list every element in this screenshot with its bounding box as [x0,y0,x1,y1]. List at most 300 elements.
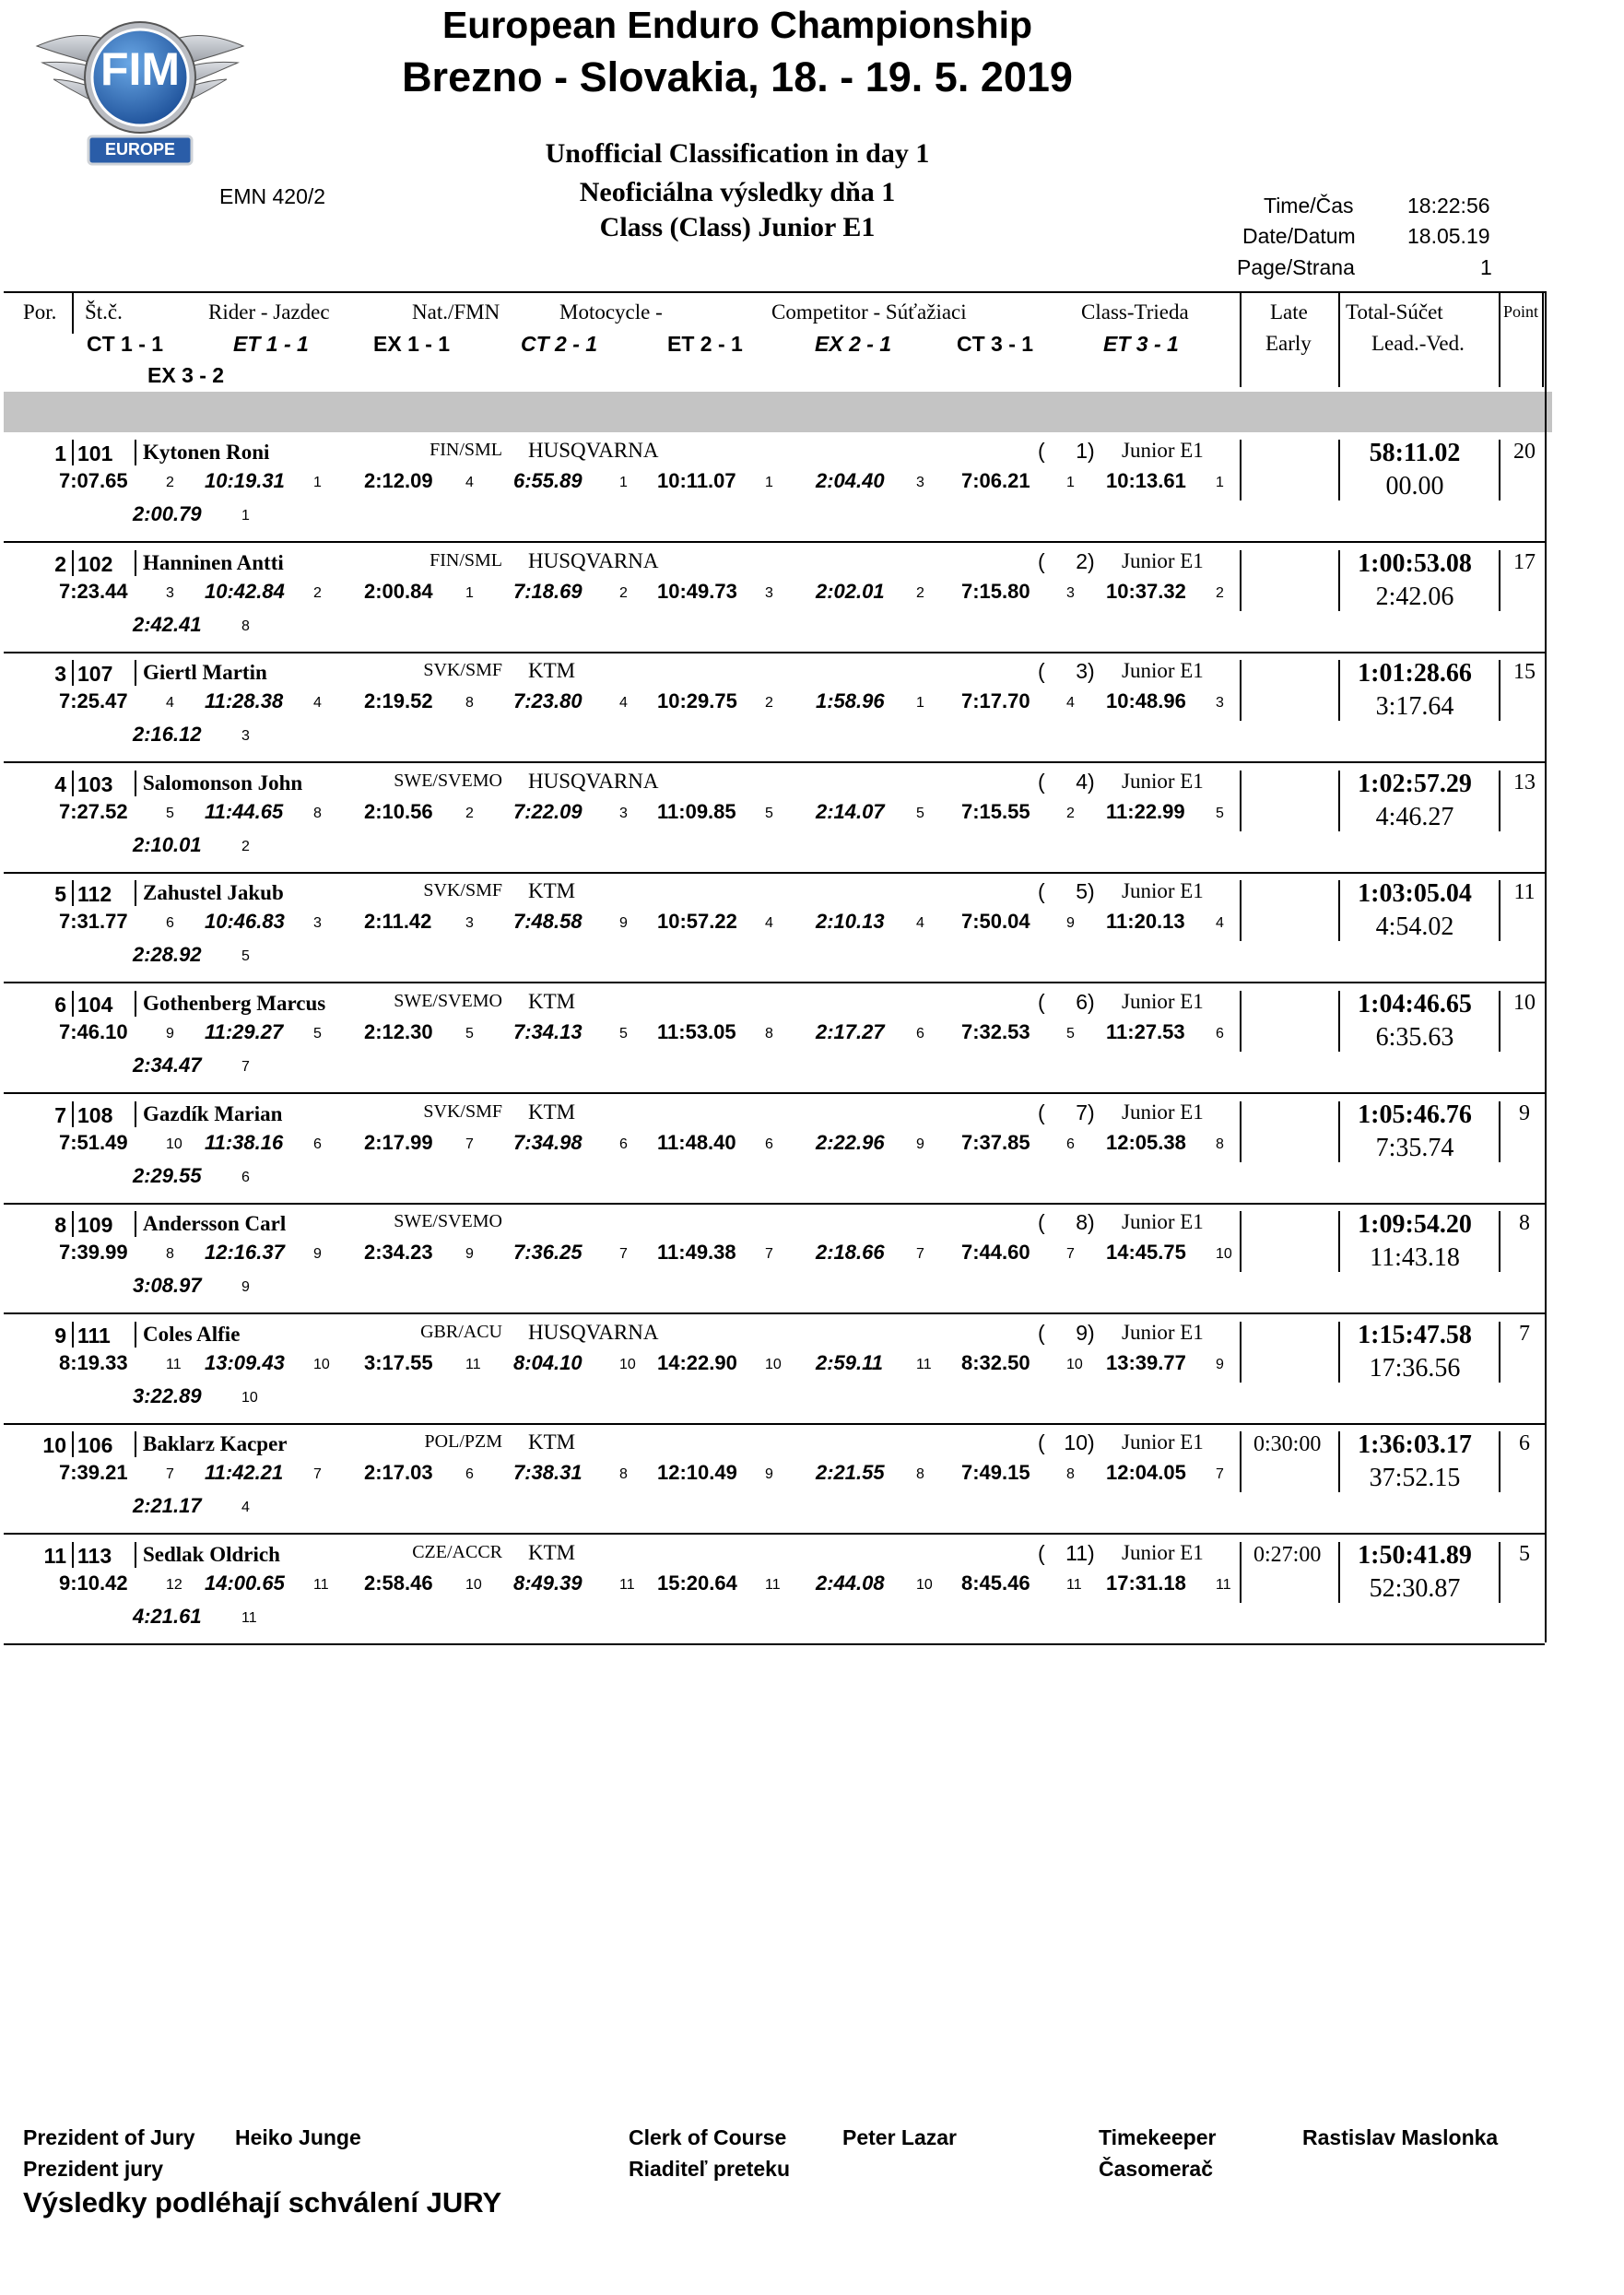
timekeeper-label: Timekeeper [1099,2125,1217,2149]
competitor-position-close: ) [1088,439,1095,463]
test-time: 2:17.03 [364,1461,433,1485]
test-time: 2:34.23 [364,1241,433,1265]
test-time: 7:15.55 [961,799,1030,823]
header-divider [1542,293,1544,387]
col-lead: Lead.-Ved. [1371,332,1465,355]
col-test-ct3: CT 3 - 1 [957,332,1034,356]
row-divider [1499,991,1500,1052]
test-time: 2:22.96 [816,1130,885,1154]
test-time: 10:46.83 [205,910,285,934]
row-divider [1499,1431,1500,1492]
col-early: Early [1265,332,1312,355]
rider-motocycle: KTM [528,1430,576,1454]
test-time: 2:29.55 [133,1163,202,1187]
test-rank: 4 [313,695,322,712]
rider-class: Junior E1 [1122,1430,1204,1454]
rider-start-number: 101 [77,441,113,465]
rider-start-number: 104 [77,993,113,1017]
test-rank: 9 [1216,1356,1224,1372]
rider-motocycle: KTM [528,659,576,683]
test-time: 11:28.38 [205,689,284,713]
test-rank: 3 [619,805,628,821]
competitor-position-close: ) [1088,659,1095,684]
test-time: 8:19.33 [59,1350,128,1374]
test-time: 7:51.49 [59,1130,128,1154]
test-time: 13:39.77 [1106,1350,1186,1374]
test-rank: 3 [241,728,250,745]
test-rank: 10 [1066,1356,1083,1372]
test-rank: 7 [765,1246,773,1263]
rider-motocycle: HUSQVARNA [528,548,659,572]
rider-name: Sedlak Oldrich [143,1543,280,1566]
competitor-position-open: ( [1038,1541,1045,1565]
test-rank: 6 [1066,1136,1075,1152]
test-rank: 1 [313,475,322,490]
page-label: Page/Strana [1237,255,1355,279]
rider-start-number: 106 [77,1433,113,1458]
championship-points: 9 [1519,1100,1530,1125]
rider-nationality: SVK/SMF [423,880,502,901]
test-rank: 7 [619,1246,628,1263]
lead-gap: 17:36.56 [1369,1353,1461,1383]
col-late: Late [1270,300,1308,324]
total-time: 1:36:03.17 [1358,1430,1472,1460]
rider-class: Junior E1 [1122,1100,1204,1124]
rider-nationality: SWE/SVEMO [394,1211,502,1232]
test-rank: 11 [1066,1577,1082,1593]
test-time: 10:19.31 [205,469,285,492]
total-time: 58:11.02 [1369,439,1461,467]
row-divider [1240,1211,1242,1272]
rider-nationality: SVK/SMF [423,1100,502,1122]
col-class: Class-Trieda [1081,300,1189,324]
competitor-position-open: ( [1038,879,1045,904]
col-start-number: Št.č. [85,300,123,324]
test-time: 7:39.99 [59,1241,128,1265]
rider-class: Junior E1 [1122,659,1204,683]
col-por: Por. [23,300,57,324]
rider-name: Gazdík Marian [143,1101,283,1125]
test-time: 2:28.92 [133,943,202,967]
test-time: 7:48.58 [513,910,583,934]
test-time: 7:34.98 [513,1130,583,1154]
row-divider [1338,1322,1340,1383]
row-divider [1499,550,1500,611]
rider-motocycle: HUSQVARNA [528,439,659,462]
rider-class: Junior E1 [1122,1541,1204,1564]
test-rank: 11 [465,1356,481,1372]
competitor-position: 11 [1065,1541,1088,1565]
header-divider [72,293,74,334]
rider-name: Baklarz Kacper [143,1432,288,1456]
rider-class: Junior E1 [1122,1210,1204,1234]
rider-position: 3 [54,662,66,687]
test-time: 7:36.25 [513,1241,583,1265]
test-time: 11:48.40 [657,1130,736,1154]
test-time: 2:12.30 [364,1020,433,1043]
test-time: 2:17.99 [364,1130,433,1154]
championship-points: 8 [1519,1211,1530,1236]
total-time: 1:02:57.29 [1358,769,1472,798]
test-time: 10:42.84 [205,579,285,603]
test-rank: 2 [1216,584,1224,601]
test-rank: 5 [241,948,250,965]
rider-motocycle: HUSQVARNA [528,769,659,793]
test-time: 8:45.46 [961,1571,1030,1595]
date-label: Date/Datum [1242,224,1356,248]
test-time: 14:00.65 [205,1571,285,1595]
rider-nationality: SVK/SMF [423,660,502,681]
row-divider [1240,1101,1242,1162]
time-label: Time/Čas [1264,194,1354,218]
championship-points: 13 [1513,770,1536,794]
test-time: 12:16.37 [205,1241,285,1265]
test-rank: 12 [166,1577,182,1593]
rider-start-number: 109 [77,1213,113,1238]
test-time: 2:17.27 [816,1020,885,1043]
test-time: 7:46.10 [59,1020,128,1043]
test-rank: 6 [166,915,174,932]
col-test-ex2: EX 2 - 1 [815,332,892,356]
test-time: 7:18.69 [513,579,583,603]
test-rank: 5 [465,1026,474,1042]
row-bottom-rule [4,541,1545,543]
rider-name: Kytonen Roni [143,441,270,464]
rider-name: Gothenberg Marcus [143,992,326,1015]
test-rank: 8 [313,805,322,821]
header-divider [1240,293,1242,387]
test-rank: 2 [619,584,628,601]
row-divider [1338,991,1340,1052]
test-time: 2:59.11 [816,1350,883,1374]
late-penalty: 0:30:00 [1253,1432,1322,1457]
championship-points: 5 [1519,1542,1530,1566]
test-time: 7:32.53 [961,1020,1030,1043]
test-time: 2:10.13 [816,910,885,934]
clerk-name: Peter Lazar [842,2125,958,2149]
row-divider [1338,440,1340,500]
competitor-position-open: ( [1038,1100,1045,1124]
test-rank: 9 [241,1279,250,1296]
test-time: 7:37.85 [961,1130,1030,1154]
test-time: 2:16.12 [133,723,202,747]
rider-start-number: 103 [77,771,113,796]
col-competitor: Competitor - Súťažiaci [771,300,967,324]
test-rank: 10 [765,1356,782,1372]
test-rank: 3 [765,584,773,601]
row-divider [1338,1542,1340,1603]
test-rank: 5 [916,805,924,821]
test-time: 2:10.56 [364,799,433,823]
test-rank: 10 [916,1577,933,1593]
test-rank: 4 [166,695,174,712]
test-time: 7:50.04 [961,910,1030,934]
competitor-position-open: ( [1038,548,1045,573]
test-time: 2:04.40 [816,469,885,492]
lead-gap: 7:35.74 [1375,1133,1454,1162]
test-rank: 6 [465,1466,474,1483]
test-time: 14:22.90 [657,1350,737,1374]
row-bottom-rule [4,982,1545,983]
rider-start-number: 113 [77,1544,112,1568]
test-rank: 1 [765,475,773,490]
total-time: 1:09:54.20 [1358,1210,1472,1240]
test-rank: 6 [619,1136,628,1152]
test-rank: 1 [1216,475,1224,490]
total-time: 1:50:41.89 [1358,1541,1472,1570]
test-time: 7:39.21 [59,1461,128,1485]
test-rank: 4 [1066,695,1075,712]
row-bottom-rule [4,652,1545,653]
col-motocycle: Motocycle - [559,300,663,324]
test-rank: 11 [241,1610,257,1626]
rider-nationality: SWE/SVEMO [394,991,502,1011]
row-divider [1240,1542,1242,1603]
test-rank: 1 [1066,475,1075,490]
rider-class: Junior E1 [1122,548,1204,572]
row-bottom-rule [4,1092,1545,1094]
test-time: 11:49.38 [657,1241,736,1265]
row-bottom-rule [4,1312,1545,1314]
test-rank: 10 [465,1577,482,1593]
test-rank: 3 [1216,695,1224,712]
rider-name: Andersson Carl [143,1212,287,1236]
lead-gap: 00.00 [1385,472,1444,500]
col-test-ex3: EX 3 - 2 [147,363,225,387]
test-rank: 9 [465,1246,474,1263]
time-value: 18:22:56 [1407,194,1490,218]
test-time: 7:34.13 [513,1020,583,1043]
test-time: 2:42.41 [133,612,202,636]
row-divider [1338,771,1340,831]
test-rank: 3 [465,915,474,932]
rider-class: Junior E1 [1122,990,1204,1013]
row-bottom-rule [4,1643,1545,1645]
test-rank: 4 [241,1500,250,1516]
test-rank: 8 [765,1026,773,1042]
competitor-position-open: ( [1038,1430,1045,1455]
test-rank: 3 [916,475,924,490]
lead-gap: 3:17.64 [1375,692,1454,722]
test-rank: 8 [166,1246,174,1263]
test-time: 7:22.09 [513,799,583,823]
col-point: Point [1503,302,1539,321]
competitor-position-open: ( [1038,1320,1045,1345]
total-time: 1:01:28.66 [1358,659,1472,688]
row-divider [1338,1431,1340,1492]
rider-position: 8 [54,1213,66,1238]
test-rank: 3 [166,584,174,601]
row-divider [1499,1322,1500,1383]
row-divider [1240,771,1242,831]
jury-name: Heiko Junge [235,2125,361,2149]
competitor-position-close: ) [1088,769,1095,794]
row-bottom-rule [4,872,1545,874]
competitor-position: 7 [1076,1100,1088,1124]
test-time: 15:20.64 [657,1571,737,1595]
test-time: 2:58.46 [364,1571,433,1595]
header-divider [1338,293,1340,387]
test-rank: 10 [1216,1246,1232,1263]
test-rank: 11 [313,1577,329,1593]
row-divider [1499,1211,1500,1272]
late-penalty: 0:27:00 [1253,1543,1322,1567]
test-rank: 7 [166,1466,174,1483]
test-time: 2:02.01 [816,579,885,603]
competitor-position: 2 [1076,548,1088,573]
test-time: 3:22.89 [133,1383,202,1407]
competitor-position-open: ( [1038,769,1045,794]
test-rank: 8 [916,1466,924,1483]
col-nat: Nat./FMN [412,300,500,324]
test-time: 12:10.49 [657,1461,737,1485]
rider-nationality: FIN/SML [430,440,502,460]
row-divider [1338,1211,1340,1272]
test-time: 11:38.16 [205,1130,284,1154]
rider-name: Coles Alfie [143,1322,241,1346]
rider-class: Junior E1 [1122,439,1204,462]
lead-gap: 2:42.06 [1375,582,1454,611]
test-time: 2:14.07 [816,799,885,823]
championship-points: 17 [1513,549,1536,574]
row-divider [1499,1542,1500,1603]
test-time: 10:48.96 [1106,689,1186,713]
rider-motocycle: KTM [528,990,576,1013]
jury-label-sk: Prezident jury [23,2157,164,2181]
rider-class: Junior E1 [1122,1320,1204,1344]
test-time: 7:15.80 [961,579,1030,603]
test-time: 11:27.53 [1106,1020,1185,1043]
row-divider [1499,660,1500,721]
competitor-position: 9 [1076,1320,1088,1345]
championship-points: 11 [1513,880,1536,905]
competitor-position-close: ) [1088,879,1095,904]
competitor-position-open: ( [1038,990,1045,1014]
test-rank: 10 [619,1356,636,1372]
row-divider [1499,440,1500,500]
test-time: 7:38.31 [513,1461,583,1485]
competitor-position-close: ) [1088,990,1095,1014]
test-time: 3:08.97 [133,1274,202,1298]
test-rank: 5 [765,805,773,821]
lead-gap: 52:30.87 [1369,1574,1461,1603]
rider-motocycle: HUSQVARNA [528,1320,659,1344]
test-rank: 7 [916,1246,924,1263]
rider-start-number: 112 [77,882,112,907]
total-time: 1:03:05.04 [1358,879,1472,909]
col-test-ct1: CT 1 - 1 [87,332,164,356]
test-time: 7:23.44 [59,579,128,603]
test-rank: 5 [313,1026,322,1042]
test-rank: 2 [1066,805,1075,821]
rider-name: Hanninen Antti [143,550,284,574]
test-time: 7:25.47 [59,689,128,713]
test-time: 11:53.05 [657,1020,736,1043]
rider-position: 5 [54,882,66,907]
rider-position: 1 [54,441,66,465]
col-test-ex1: EX 1 - 1 [373,332,451,356]
test-rank: 7 [313,1466,322,1483]
test-time: 7:07.65 [59,469,128,492]
test-time: 10:29.75 [657,689,737,713]
test-rank: 5 [1066,1026,1075,1042]
competitor-position: 1 [1076,439,1088,463]
date-value: 18.05.19 [1407,224,1490,248]
test-rank: 11 [916,1356,932,1372]
row-divider [1240,1431,1242,1492]
rider-position: 2 [54,551,66,576]
clerk-label-sk: Riaditeľ preteku [629,2157,791,2181]
row-divider [1499,880,1500,941]
test-rank: 7 [1066,1246,1075,1263]
championship-points: 15 [1513,660,1536,685]
test-rank: 4 [465,475,474,490]
row-divider [1240,1322,1242,1383]
header-top-rule [4,291,1545,293]
test-time: 4:21.61 [133,1605,202,1628]
test-time: 11:20.13 [1106,910,1185,934]
test-time: 2:44.08 [816,1571,885,1595]
test-time: 2:10.01 [133,832,202,856]
rider-motocycle: KTM [528,879,576,903]
test-rank: 6 [313,1136,322,1152]
lead-gap: 4:54.02 [1375,912,1454,942]
test-time: 11:22.99 [1106,799,1185,823]
test-rank: 2 [765,695,773,712]
test-rank: 6 [765,1136,773,1152]
test-time: 14:45.75 [1106,1241,1186,1265]
row-divider [1240,550,1242,611]
event-title: European Enduro Championship [441,4,1033,46]
rider-nationality: GBR/ACU [420,1321,502,1342]
test-time: 8:49.39 [513,1571,583,1595]
test-rank: 8 [241,618,250,634]
logo-text: FIM [100,43,181,95]
header-divider [1499,293,1500,387]
championship-points: 7 [1519,1321,1530,1346]
classification-title-sk: Neoficiálna výsledky dňa 1 [579,177,896,207]
test-rank: 11 [166,1356,182,1372]
rider-name: Salomonson John [143,771,303,794]
championship-points: 10 [1513,991,1536,1015]
competitor-position-open: ( [1038,1210,1045,1235]
rider-nationality: POL/PZM [424,1431,502,1453]
test-time: 2:34.47 [133,1053,202,1077]
rider-position: 11 [43,1544,66,1568]
test-time: 10:13.61 [1106,469,1186,492]
test-rank: 8 [1066,1466,1075,1483]
test-time: 11:09.85 [657,799,736,823]
row-bottom-rule [4,761,1545,763]
test-time: 3:17.55 [364,1350,433,1374]
rider-nationality: SWE/SVEMO [394,770,502,791]
test-time: 7:23.80 [513,689,583,713]
test-rank: 4 [916,915,924,932]
rider-motocycle: KTM [528,1541,576,1564]
rider-position: 6 [54,993,66,1017]
page-value: 1 [1480,255,1492,279]
test-time: 11:42.21 [205,1461,284,1485]
competitor-position: 4 [1076,769,1088,794]
col-total: Total-Súčet [1346,300,1443,324]
test-rank: 6 [916,1026,924,1042]
classification-title: Unofficial Classification in day 1 [545,138,930,169]
test-rank: 8 [1216,1136,1224,1152]
test-time: 8:32.50 [961,1350,1030,1374]
total-time: 1:04:46.65 [1358,990,1472,1018]
test-rank: 10 [241,1389,258,1406]
lead-gap: 4:46.27 [1375,802,1454,831]
